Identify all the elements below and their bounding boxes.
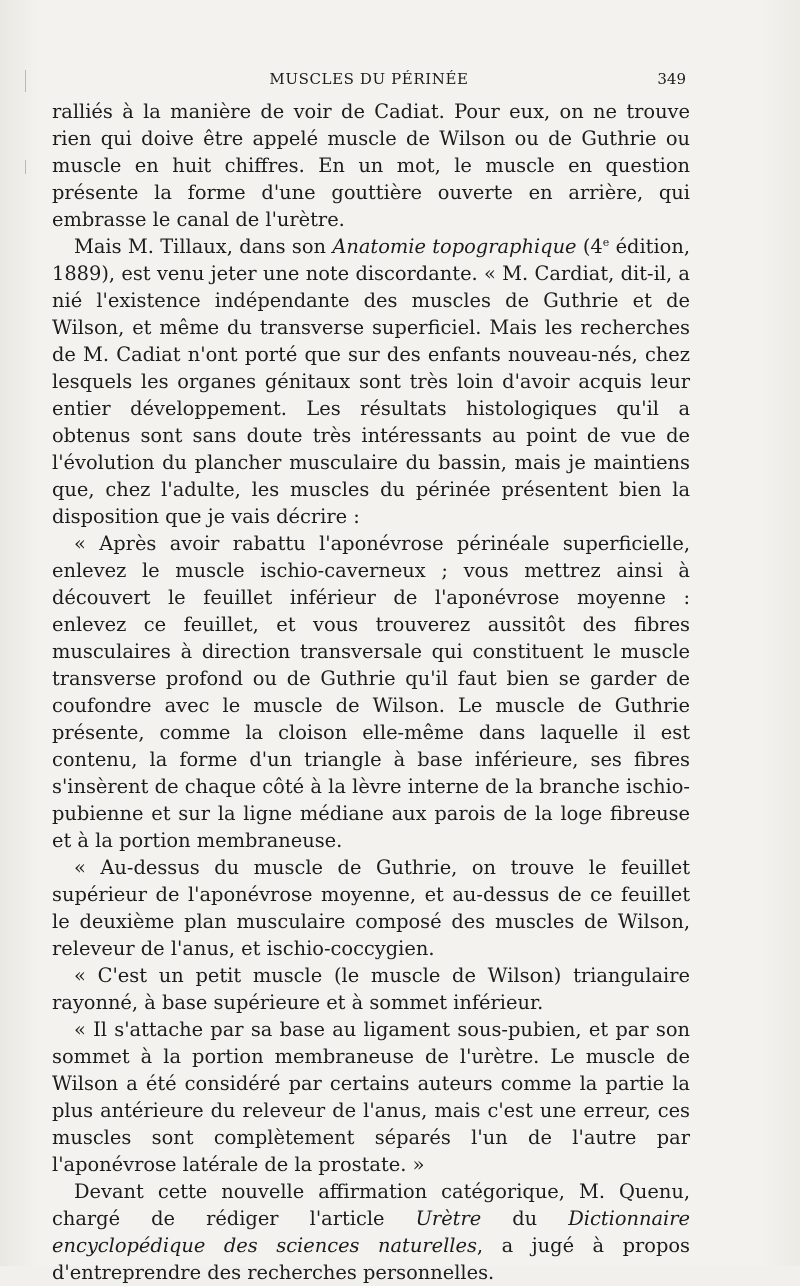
paragraph: [52, 98, 690, 233]
book-title: Dictionnaire encyclopédique des sciences naturelles: [52, 1207, 690, 1257]
paragraph-text: « Au-dessus du muscle de Guthrie, on trouve le feuillet supérieur de l'aponévrose moyenne, et au-dessus de ce feuillet le deuxième plan musculaire composé des muscles de Wilson, releveur de l'anus, et ischio-coccygien.: [52, 856, 690, 960]
paragraph-text: « Après avoir rabattu l'aponévrose périnéale superficielle, enlevez le muscle ischio-caverneux ; vous mettrez ainsi à découvert le feuillet inférieur de l'aponévrose moyenne : enlevez ce feuillet, et vous trouverez aussitôt des fibres musculaires à direction transversale qui constituent le muscle transverse profond ou de Guthrie qu'il faut bien se garder de coufondre avec le muscle de Wilson. Le muscle de Guthrie présente, comme la cloison elle-même dans laquelle il est contenu, la forme d'un triangle à base inférieure, ses fibres s'insèrent de chaque côté à la lèvre interne de la branche ischio-pubienne et sur la ligne médiane aux parois de la loge fibreuse et à la portion membraneuse.: [52, 532, 690, 852]
book-title: Anatomie topographique: [332, 235, 577, 258]
paragraph-text: « C'est un petit muscle (le muscle de Wilson) triangulaire rayonné, à base supérieure et à sommet inférieur.: [52, 964, 690, 1014]
margin-mark: [25, 160, 26, 174]
paragraph-text: ralliés à la manière de voir de Cadiat. Pour eux, on ne trouve rien qui doive être appelé muscle de Wilson ou de Guthrie ou muscle en huit chiffres. En un mot, le muscle en question présente la forme d'une gouttière ouverte en arrière, qui embrasse le canal de l'urètre.: [52, 100, 690, 231]
page-number: 349: [657, 70, 686, 88]
superscript: e: [602, 236, 610, 249]
paragraph-text: , a jugé à propos d'entreprendre des recherches personnelles.: [52, 1234, 691, 1284]
paragraph: [52, 530, 690, 854]
paragraph-text: (4: [576, 235, 603, 258]
page-header: [52, 68, 686, 94]
body-text: [52, 98, 690, 1286]
article-title: Urètre: [415, 1207, 482, 1230]
paragraph-text: édition, 1889), est venu jeter une note discordante. « M. Cardiat, dit-il, a nié l'existence indépendante des muscles de Guthrie et de Wilson, et même du transverse superficiel. Mais les recherches de M. Cadiat n'ont porté que sur des enfants nouveau-nés, chez lesquels les organes génitaux sont très loin d'avoir acquis leur entier développement. Les résultats histologiques qu'il a obtenus sont sans doute très intéressants au point de vue de l'évolution du plancher musculaire du bassin, mais je maintiens que, chez l'adulte, les muscles du périnée présentent bien la disposition que je vais décrire :: [52, 235, 690, 528]
paragraph-text: Mais M. Tillaux, dans son: [74, 235, 333, 258]
paragraph: [52, 233, 690, 530]
paragraph: [52, 1178, 690, 1286]
margin-mark: [25, 70, 26, 92]
paragraph: [52, 962, 690, 1016]
paragraph-text: Devant cette nouvelle affirmation catégorique, M. Quenu, chargé de rédiger l'article: [52, 1180, 690, 1230]
paragraph: [52, 854, 690, 962]
paragraph-text: du: [481, 1207, 569, 1230]
paragraph-text: « Il s'attache par sa base au ligament sous-pubien, et par son sommet à la portion membraneuse de l'urètre. Le muscle de Wilson a été considéré par certains auteurs comme la partie la plus antérieure du releveur de l'anus, mais c'est une erreur, ces muscles sont complètement séparés l'un de l'autre par l'aponévrose latérale de la prostate. »: [52, 1018, 690, 1176]
running-head: MUSCLES DU PÉRINÉE: [269, 70, 469, 88]
paragraph: [52, 1016, 690, 1178]
